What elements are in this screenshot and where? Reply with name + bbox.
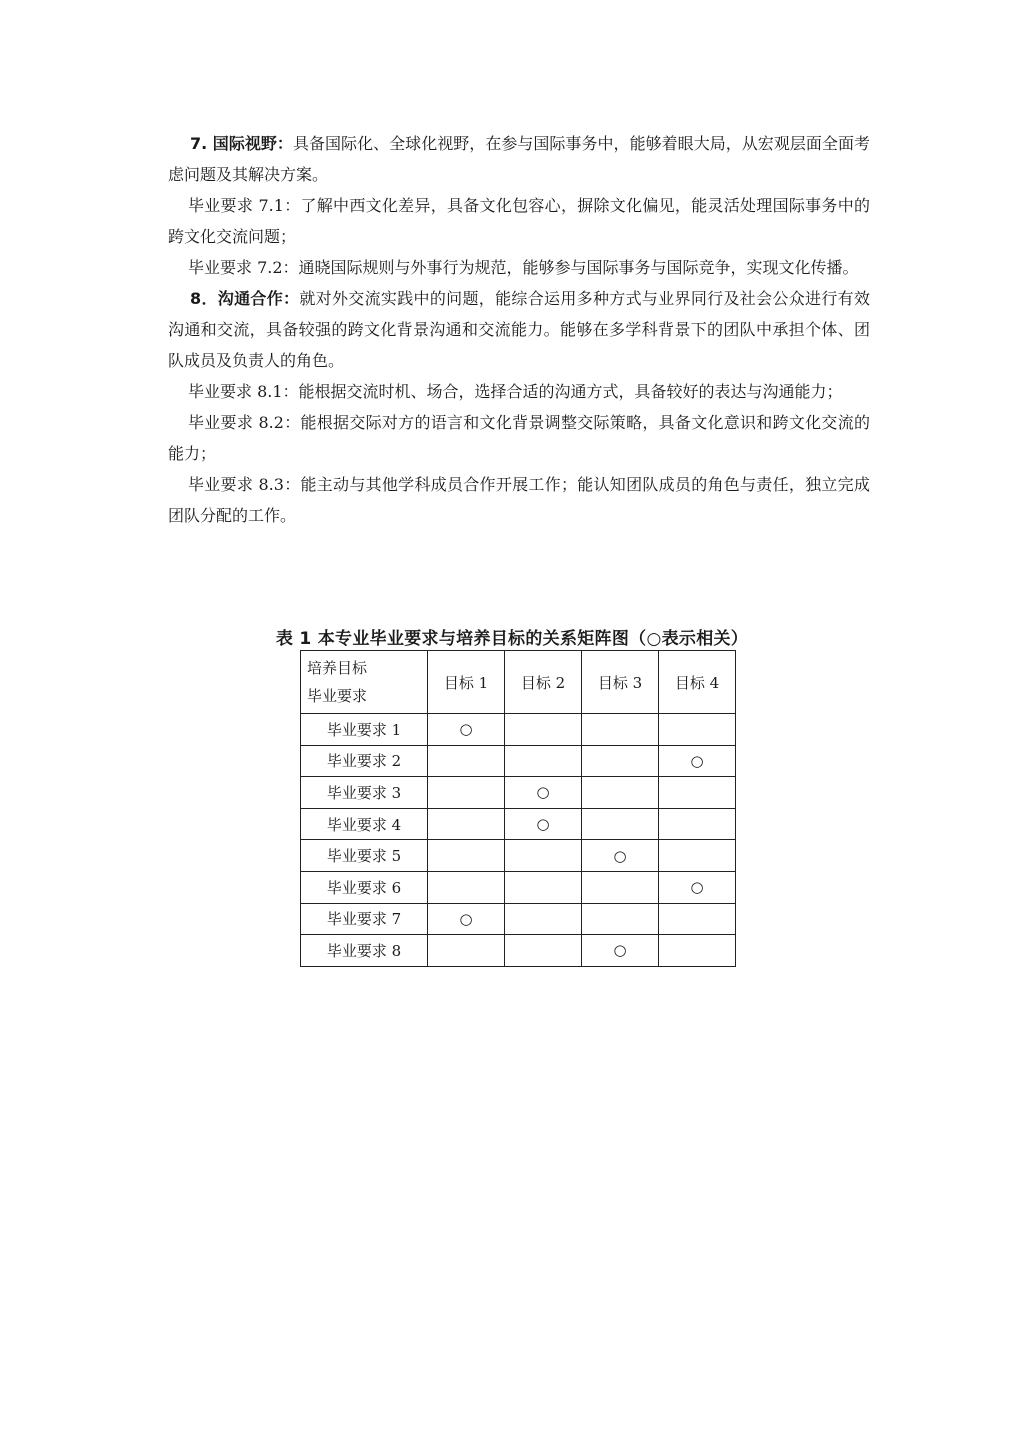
corner-header-cell: [301, 651, 428, 714]
table-row: [301, 714, 736, 746]
requirement-8-3: 毕业要求 8.3：能主动与其他学科成员合作开展工作；能认知团队成员的角色与责任，独立完成团队分配的工作。: [168, 475, 870, 525]
table-row: [301, 808, 736, 840]
matrix-cell: ○: [582, 935, 659, 967]
matrix-cell: [582, 903, 659, 935]
column-header: 目标 3: [582, 651, 659, 714]
row-label: 毕业要求 4: [301, 808, 428, 840]
table-caption: 表 1 本专业毕业要求与培养目标的关系矩阵图（○表示相关）: [275, 629, 749, 649]
matrix-cell: [582, 714, 659, 746]
matrix-cell: [659, 840, 736, 872]
column-header: 目标 4: [659, 651, 736, 714]
matrix-cell: [659, 777, 736, 809]
matrix-cell: ○: [582, 840, 659, 872]
section-7-text: 具备国际化、全球化视野，在参与国际事务中，能够着眼大局，从宏观层面全面考虑问题及其解决方案。: [168, 134, 870, 184]
corner-top-label: 培养目标: [307, 659, 368, 677]
matrix-cell: [659, 903, 736, 935]
column-header: 目标 1: [428, 651, 505, 714]
matrix-cell: ○: [428, 714, 505, 746]
row-label: 毕业要求 3: [301, 777, 428, 809]
matrix-cell: [582, 871, 659, 903]
table-header-row: [301, 651, 736, 714]
section-8-heading: 8．沟通合作：: [190, 289, 300, 308]
matrix-cell: [659, 808, 736, 840]
matrix-cell: ○: [659, 745, 736, 777]
section-8-paragraph: [168, 283, 870, 376]
row-label: 毕业要求 2: [301, 745, 428, 777]
table-row: [301, 871, 736, 903]
matrix-cell: ○: [428, 903, 505, 935]
matrix-cell: [505, 935, 582, 967]
matrix-cell: [505, 745, 582, 777]
matrix-cell: [505, 714, 582, 746]
matrix-cell: [659, 714, 736, 746]
matrix-cell: ○: [505, 777, 582, 809]
table-row: [301, 935, 736, 967]
matrix-cell: [582, 777, 659, 809]
row-label: 毕业要求 1: [301, 714, 428, 746]
matrix-cell: [505, 903, 582, 935]
matrix-cell: [428, 745, 505, 777]
table-row: [301, 840, 736, 872]
matrix-cell: [505, 840, 582, 872]
matrix-cell: [582, 745, 659, 777]
section-7-paragraph: [168, 128, 870, 190]
requirement-7-1: 毕业要求 7.1：了解中西文化差异，具备文化包容心，摒除文化偏见，能灵活处理国际事务中的跨文化交流问题；: [168, 196, 870, 246]
matrix-cell: [428, 840, 505, 872]
row-label: 毕业要求 8: [301, 935, 428, 967]
matrix-cell: ○: [659, 871, 736, 903]
table-row: [301, 777, 736, 809]
column-header: 目标 2: [505, 651, 582, 714]
matrix-cell: [659, 935, 736, 967]
requirement-8-1: 毕业要求 8.1：能根据交流时机、场合，选择合适的沟通方式，具备较好的表达与沟通能力；: [188, 382, 843, 401]
row-label: 毕业要求 6: [301, 871, 428, 903]
matrix-cell: [428, 935, 505, 967]
relation-matrix-table: [300, 650, 736, 967]
matrix-cell: [428, 808, 505, 840]
matrix-cell: [505, 871, 582, 903]
document-body: [168, 128, 870, 531]
matrix-cell: ○: [505, 808, 582, 840]
matrix-cell: [582, 808, 659, 840]
row-label: 毕业要求 5: [301, 840, 428, 872]
section-8-text: 就对外交流实践中的问题，能综合运用多种方式与业界同行及社会公众进行有效沟通和交流，具备较强的跨文化背景沟通和交流能力。能够在多学科背景下的团队中承担个体、团队成员及负责人的角色。: [168, 289, 870, 370]
table-row: [301, 903, 736, 935]
section-7-heading: 7. 国际视野：: [190, 134, 293, 153]
matrix-cell: [428, 777, 505, 809]
requirement-8-2: 毕业要求 8.2：能根据交际对方的语言和文化背景调整交际策略，具备文化意识和跨文化交流的能力；: [168, 413, 870, 463]
corner-bottom-label: 毕业要求: [307, 687, 368, 705]
matrix-cell: [428, 871, 505, 903]
table-row: [301, 745, 736, 777]
requirement-7-2: 毕业要求 7.2：通晓国际规则与外事行为规范，能够参与国际事务与国际竞争，实现文化传播。: [188, 258, 859, 277]
row-label: 毕业要求 7: [301, 903, 428, 935]
